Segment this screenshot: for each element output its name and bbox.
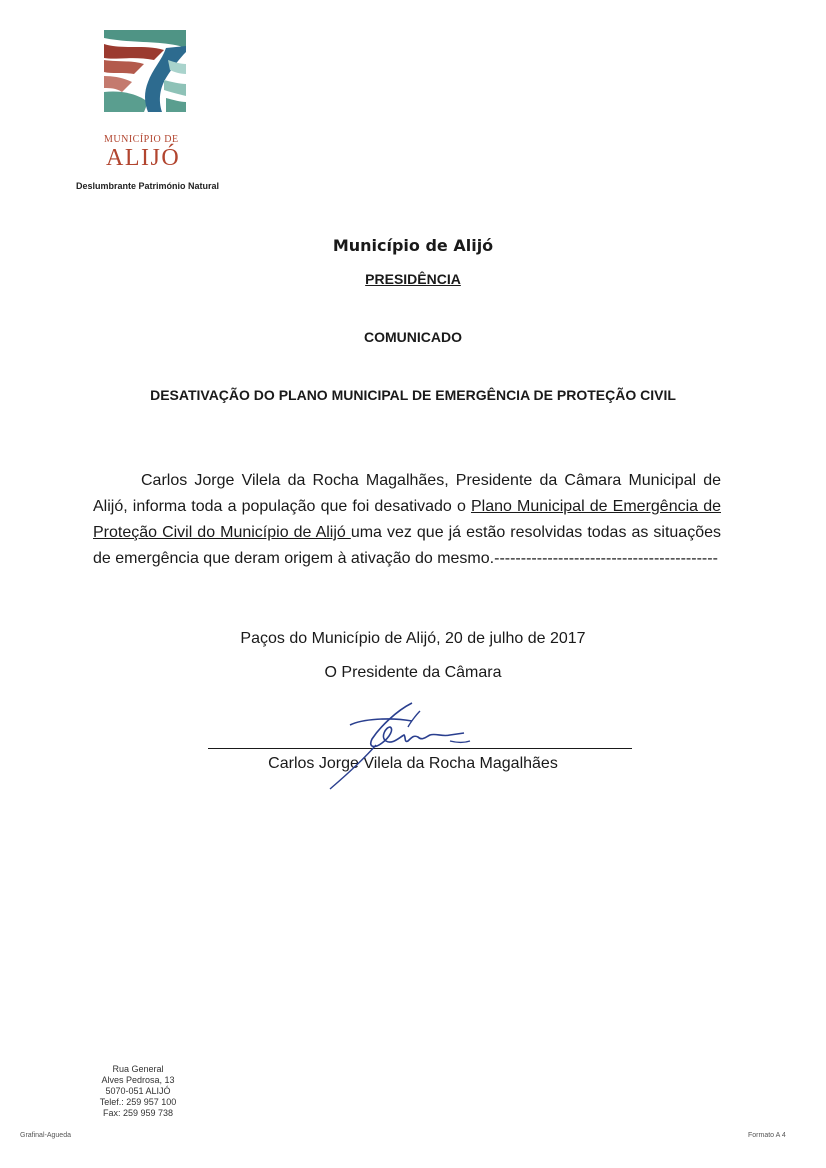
paper-format: Formato A 4 xyxy=(748,1132,786,1139)
address-line-3: 5070-051 ALIJÓ xyxy=(105,1086,171,1096)
logo-subtitle: MUNICÍPIO DE xyxy=(104,134,179,145)
municipality-heading: Município de Alijó xyxy=(332,236,494,255)
body-part-2: uma vez que já estão resolvidas todas as situações de emergência que deram origem à ativação do mesmo. xyxy=(93,524,721,567)
address-line-1: Rua General xyxy=(112,1064,164,1074)
signatory-role: O Presidente da Câmara xyxy=(324,664,502,681)
department-heading: PRESIDÊNCIA xyxy=(365,271,461,287)
announcement-body xyxy=(93,468,721,572)
address-phone: Telef.: 259 957 100 xyxy=(99,1097,177,1107)
logo-name: ALIJÓ xyxy=(106,145,181,171)
printer-credit: Grafinal-Agueda xyxy=(20,1132,71,1139)
document-type: COMUNICADO xyxy=(364,329,462,345)
body-part-1: Carlos Jorge Vilela da Rocha Magalhães, Presidente da Câmara Municipal de Alijó, informa toda a população que foi desativado o xyxy=(93,472,721,515)
plan-reference: Plano Municipal de Emergência de Proteção Civil do Município de Alijó xyxy=(93,498,721,541)
signatory-name: Carlos Jorge Vilela da Rocha Magalhães xyxy=(268,755,558,772)
address-fax: Fax: 259 959 738 xyxy=(102,1108,174,1118)
document-title: DESATIVAÇÃO DO PLANO MUNICIPAL DE EMERGÊNCIA DE PROTEÇÃO CIVIL xyxy=(150,387,676,403)
filler-dashes: ------------------------------------------ xyxy=(494,550,718,567)
municipality-address xyxy=(86,1064,190,1119)
logo-tagline: Deslumbrante Património Natural xyxy=(76,181,220,191)
municipality-logo xyxy=(104,30,186,112)
address-line-2: Alves Pedrosa, 13 xyxy=(101,1075,175,1085)
place-date: Paços do Município de Alijó, 20 de julho de 2017 xyxy=(240,630,586,647)
handwritten-signature xyxy=(300,697,500,797)
